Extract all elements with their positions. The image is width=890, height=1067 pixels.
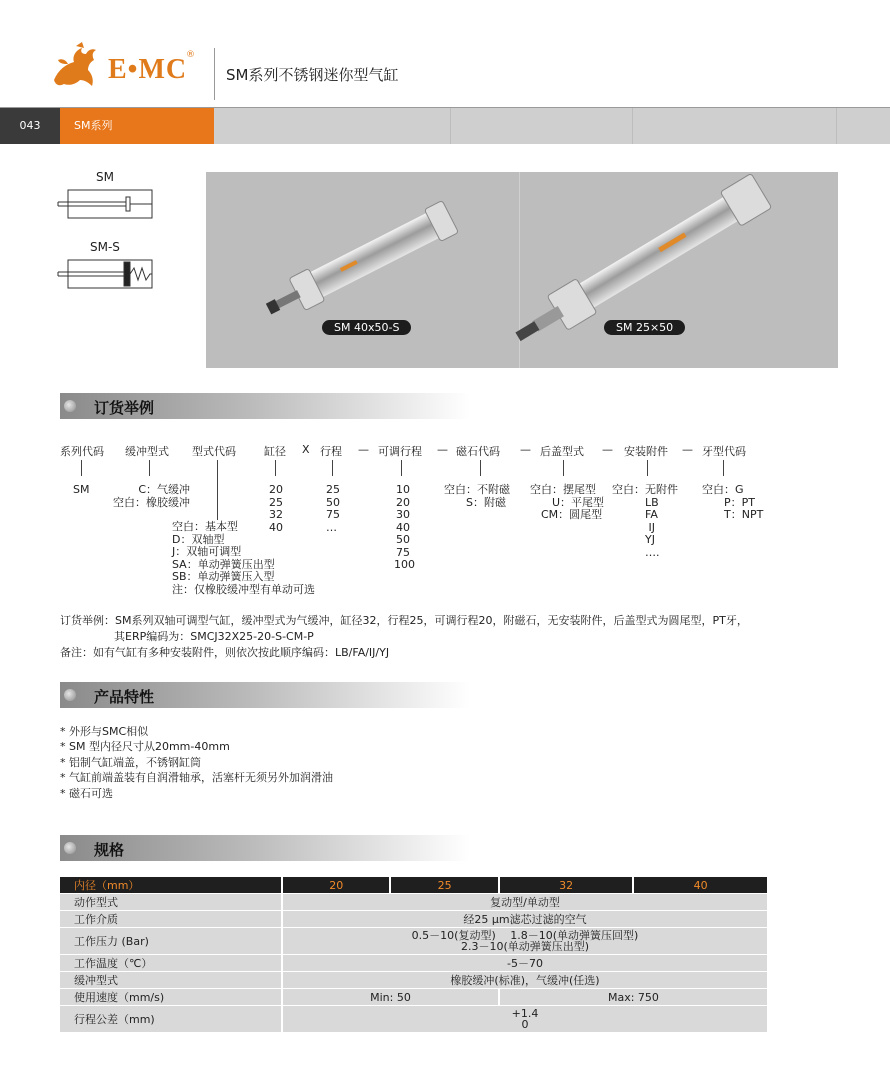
series-code-value: SM <box>73 483 90 496</box>
features-section-title: 产品特性 <box>94 688 155 706</box>
tolerance-lower: 0 <box>521 1018 529 1031</box>
tick <box>723 460 724 476</box>
tick <box>275 460 276 476</box>
order-header: 缸径 <box>264 445 286 458</box>
logo-text: E•MC <box>108 54 188 85</box>
tick <box>647 460 648 476</box>
order-header: 磁石代码 <box>456 445 500 458</box>
table-row <box>60 955 767 971</box>
row-label: 工作温度（℃） <box>60 955 281 971</box>
section-bullet-icon <box>64 842 76 854</box>
tick <box>332 460 333 476</box>
order-note: 备注：如有气缸有多种安装附件，则依次按此顺序编码：LB/FA/IJ/YJ <box>60 646 390 659</box>
row-value: 复动型/单动型 <box>281 894 767 910</box>
spec-table <box>60 876 767 1033</box>
horse-rider-logo-icon <box>48 40 108 92</box>
order-header: — <box>437 443 448 456</box>
tick <box>401 460 402 476</box>
row-value: -5－70 <box>281 955 767 971</box>
thread-values: 空白：G P：PT T：NPT <box>702 483 764 521</box>
order-header: — <box>520 443 531 456</box>
band-divider <box>836 108 837 144</box>
table-row <box>60 1006 767 1032</box>
band-divider <box>632 108 633 144</box>
bore-header: 20 <box>281 877 389 893</box>
row-label: 动作型式 <box>60 894 281 910</box>
section-bullet-icon <box>64 689 76 701</box>
caption-left: SM 40x50-S <box>322 320 411 335</box>
feature-item: * SM 型内径尺寸从20mm-40mm <box>60 740 230 753</box>
table-row <box>60 911 767 927</box>
tick <box>217 460 218 520</box>
stroke-values: 25 50 75 … <box>326 483 340 534</box>
row-label: 工作介质 <box>60 911 281 927</box>
section-bullet-icon <box>64 400 76 412</box>
type-code-values: 空白：基本型 D：双轴型 J：双轴可调型 SA：单动弹簧压出型 SB：单动弹簧压入型 注：仅橡胶缓冲型有单动可选 <box>172 520 315 596</box>
pressure-line: 2.3－10(单动弹簧压出型) <box>460 940 590 953</box>
sm-s-cylinder-diagram <box>56 258 156 292</box>
order-header: 缓冲型式 <box>125 445 169 458</box>
adjustable-stroke-values: 10 20 30 40 50 75 100 <box>394 483 415 571</box>
page-number: 043 <box>0 108 60 144</box>
row-value: Min: 50 <box>281 989 498 1005</box>
tick <box>480 460 481 476</box>
order-header: 可调行程 <box>378 445 422 458</box>
cover-values: 空白：摆尾型 U：平尾型 CM：圆尾型 <box>530 483 605 521</box>
bore-header-label: 内径（mm） <box>60 877 281 893</box>
sm-cylinder-diagram <box>56 188 156 222</box>
table-row <box>60 928 767 954</box>
bore-header: 25 <box>389 877 497 893</box>
bore-values: 20 25 32 40 <box>269 483 283 534</box>
magnet-values: 空白：不附磁 S：附磁 <box>444 483 510 509</box>
row-label: 行程公差（mm) <box>60 1006 281 1032</box>
registered-mark: ® <box>186 50 195 60</box>
erp-code: 其ERP编码为：SMCJ32X25-20-S-CM-P <box>114 630 314 643</box>
feature-item: * 铝制气缸端盖，不锈钢缸筒 <box>60 756 201 769</box>
series-tab: SM系列 <box>60 108 214 144</box>
band-divider <box>450 108 451 144</box>
pressure-line: 0.5－10(复动型) 1.8－10(单动弹簧压回型) <box>411 929 639 942</box>
order-header: 牙型代码 <box>702 445 746 458</box>
order-header: — <box>358 443 369 456</box>
row-value: 经25 μm滤芯过滤的空气 <box>281 911 767 927</box>
order-header: X <box>302 443 310 456</box>
accessory-values: 空白：无附件 LB FA IJ YJ …. <box>612 483 678 559</box>
order-header: — <box>682 443 693 456</box>
table-row <box>60 972 767 988</box>
header-divider <box>214 48 215 100</box>
tick <box>81 460 82 476</box>
table-row <box>60 877 767 893</box>
order-header: 系列代码 <box>60 445 104 458</box>
row-value: Max: 750 <box>498 989 767 1005</box>
ordering-section-title: 订货举例 <box>94 399 155 417</box>
tolerance-upper: +1.4 <box>511 1007 539 1020</box>
tick <box>149 460 150 476</box>
feature-item: * 气缸前端盖装有自润滑轴承，活塞杆无须另外加润滑油 <box>60 771 333 784</box>
caption-right: SM 25×50 <box>604 320 685 335</box>
order-header: 安装附件 <box>624 445 668 458</box>
row-value <box>281 1006 767 1032</box>
table-row <box>60 894 767 910</box>
row-label: 缓冲型式 <box>60 972 281 988</box>
specs-section-title: 规格 <box>94 841 125 859</box>
order-header: 型式代码 <box>192 445 236 458</box>
row-value: 橡胶缓冲(标准)，气缓冲(任选) <box>281 972 767 988</box>
bore-header: 40 <box>632 877 767 893</box>
row-value <box>281 928 767 954</box>
sm-s-label: SM-S <box>90 240 120 254</box>
table-row <box>60 989 767 1005</box>
cylinder-photo-illustration <box>206 172 838 368</box>
bore-header: 32 <box>498 877 632 893</box>
feature-item: * 外形与SMC相似 <box>60 725 149 738</box>
cushion-values: C：气缓冲 空白：橡胶缓冲 <box>113 483 190 509</box>
page-title: SM系列不锈钢迷你型气缸 <box>226 66 399 84</box>
order-header: 后盖型式 <box>540 445 584 458</box>
order-header: 行程 <box>320 445 342 458</box>
order-header: — <box>602 443 613 456</box>
order-example: 订货举例：SM系列双轴可调型气缸，缓冲型式为气缓冲，缸径32，行程25，可调行程20，附磁石，无安装附件，后盖型式为圆尾型，PT牙， <box>60 614 748 627</box>
sm-label: SM <box>96 170 114 184</box>
feature-item: * 磁石可选 <box>60 787 113 800</box>
tick <box>563 460 564 476</box>
row-label: 工作压力 (Bar) <box>60 928 281 954</box>
row-label: 使用速度（mm/s) <box>60 989 281 1005</box>
